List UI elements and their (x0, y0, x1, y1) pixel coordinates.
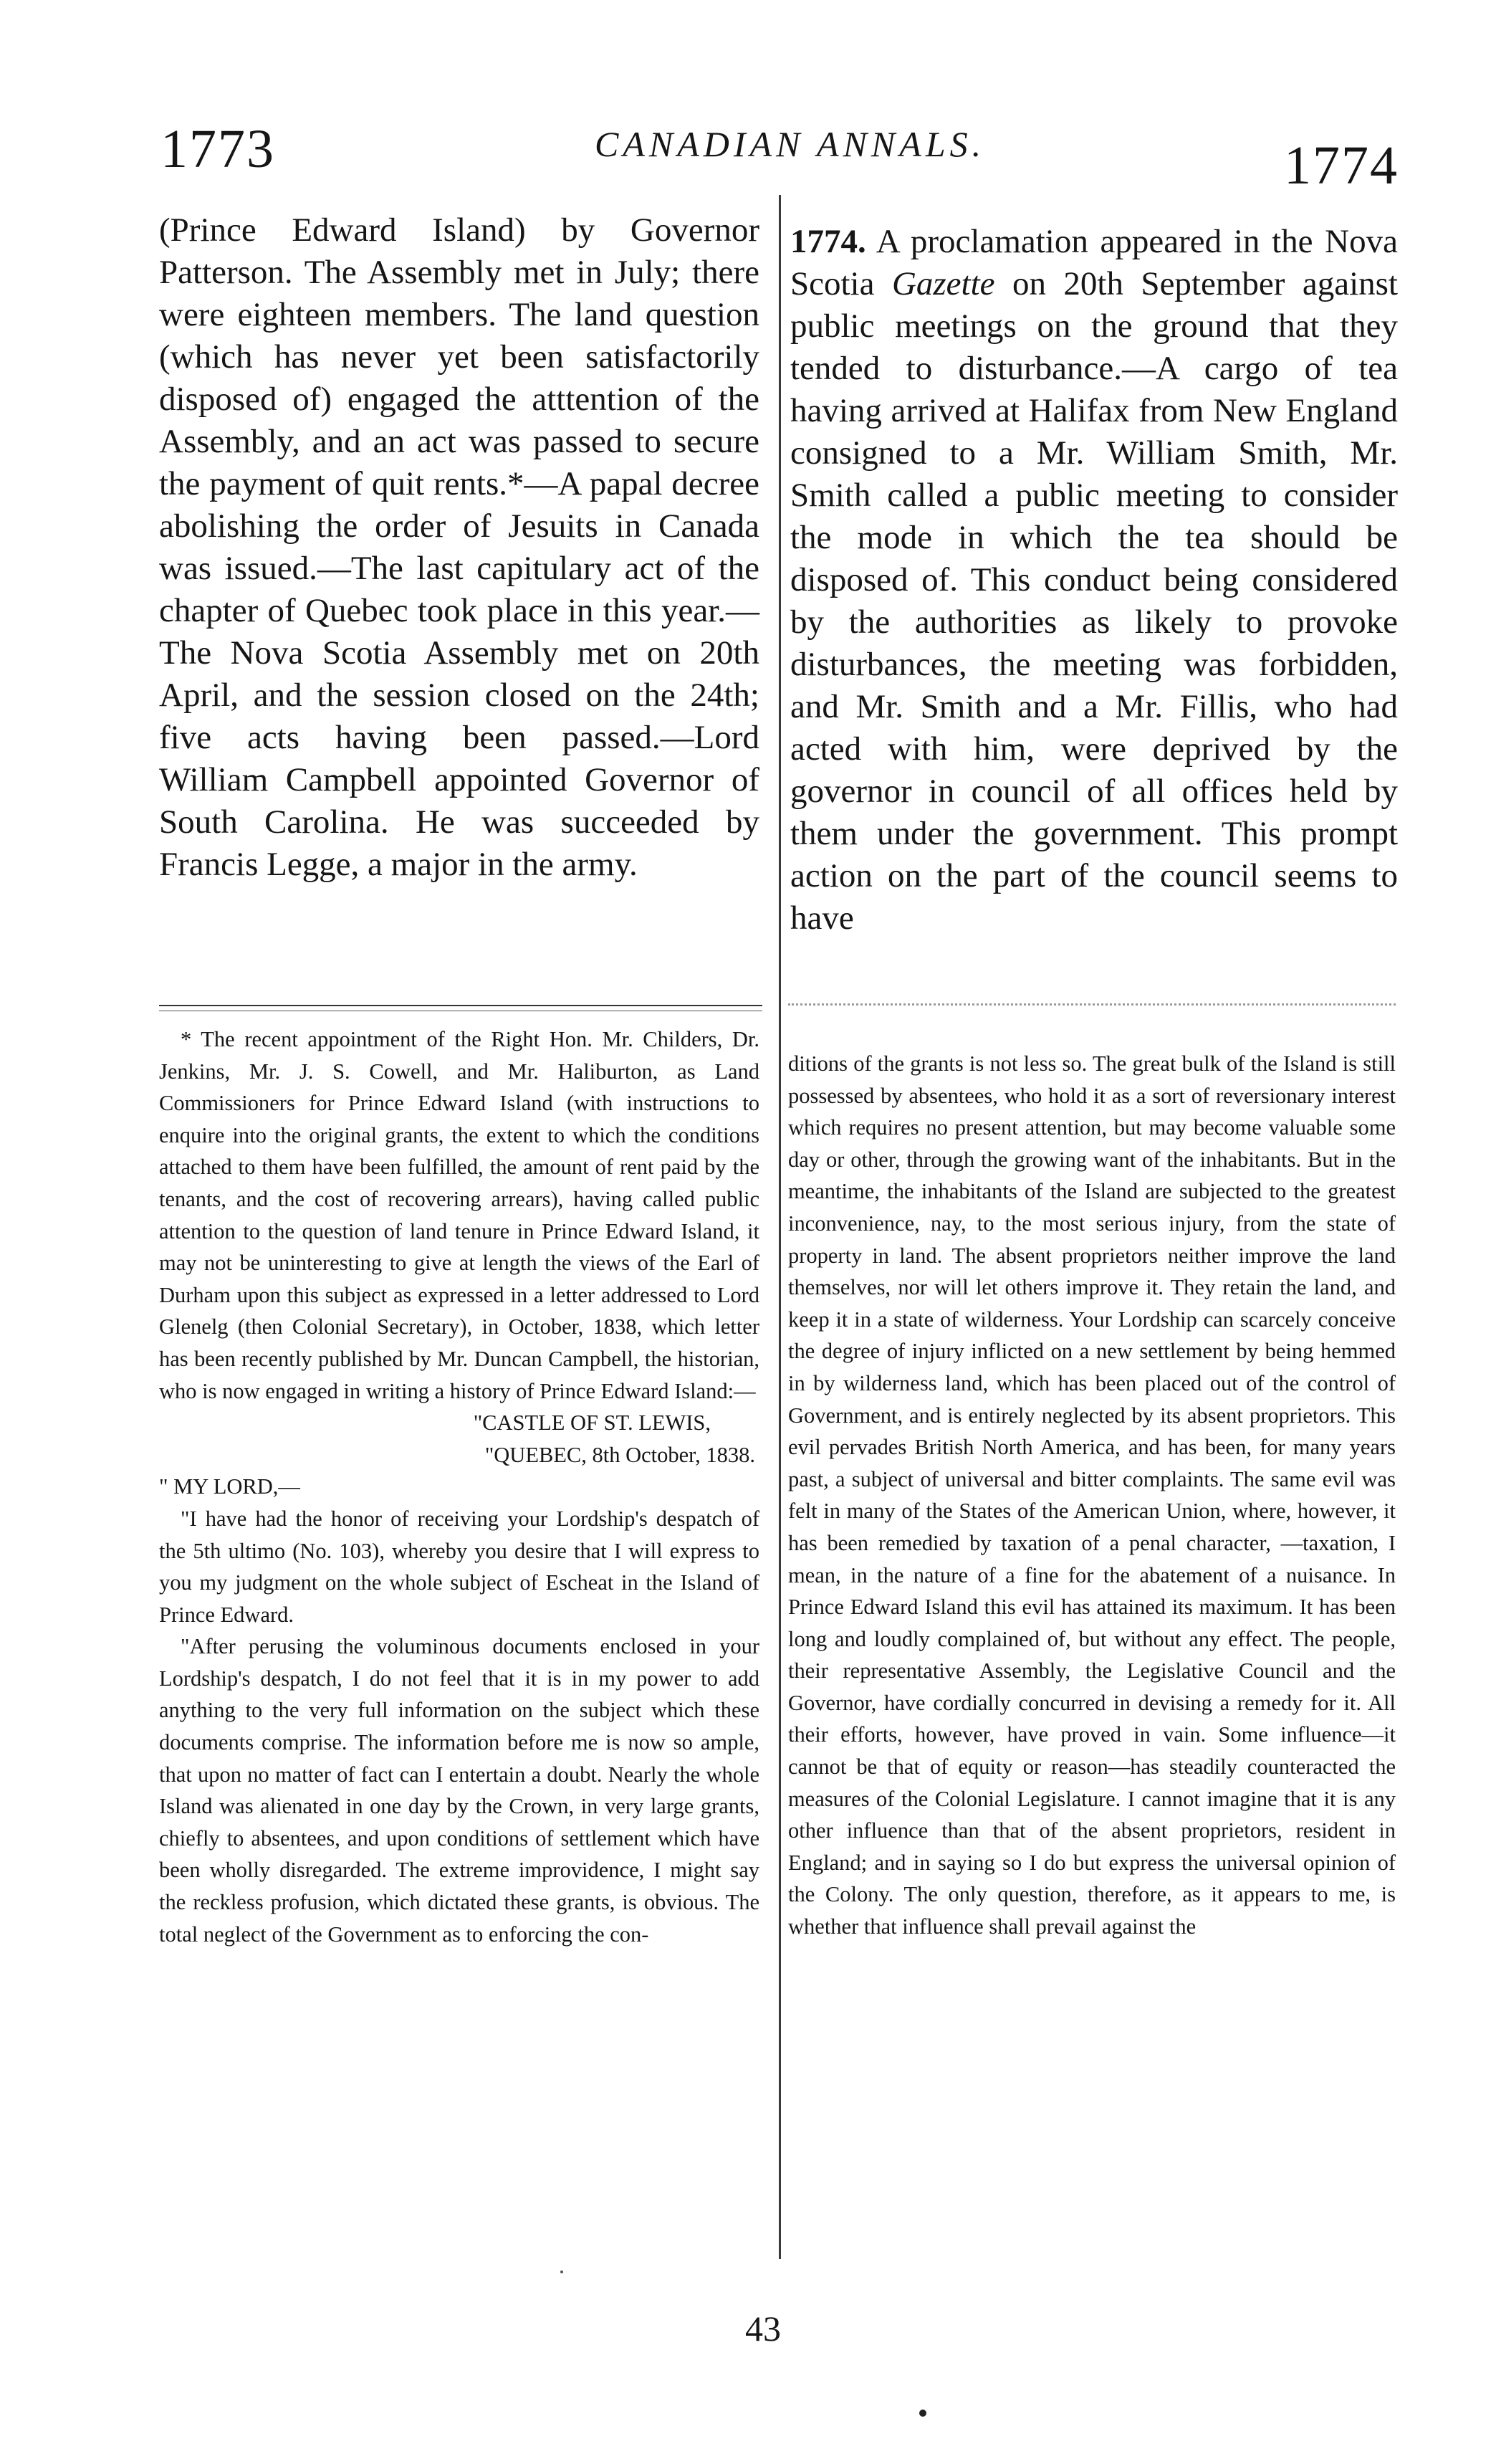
page-number: 43 (745, 2308, 781, 2349)
letter-address-line1: "CASTLE OF ST. LEWIS, (473, 1410, 711, 1436)
entry-text-part1: A proclamation appeared in the Nova Scotia (790, 223, 1398, 302)
letter-paragraph-2: "After perusing the voluminous documents enclosed in your Lordship's despatch, I do not feel that it is in my power to add anything to the very full information on the subject which these documents comprise. The information before me is now so ample, that upon no matter of fact can I entertain a doubt. Nearly the whole Island was alienated in one day by the Crown, in very large grants, chiefly to absentees, and upon conditions of settlement which have been wholly disregarded. The extreme improvidence, I might say the reckless profusion, which dictated these grants, is obvious. The total neglect of the Government as to enforcing the con- (159, 1634, 759, 1947)
footnote-intro: * The recent appointment of the Right Hon. Mr. Childers, Dr. Jenkins, Mr. J. S. Cowell, and Mr. Haliburton, as Land Commissioners for Prince Edward Island (with instructions to enquire into the original grants, the extent to which the conditions attached to them have been fulfilled, the amount of rent paid by the tenants, and the cost of recovering arrears), having called public attention to the question of land tenure in Prince Edward Island, it may not be uninteresting to give at length the views of the Earl of Durham upon this subject as expressed in a letter addressed to Lord Glenelg (then Colonial Secretary), in October, 1838, which letter has been recently published by Mr. Duncan Campbell, the historian, who is now engaged in writing a history of Prince Edward Island:— (159, 1027, 759, 1403)
footnote-separator-dotted (788, 1003, 1396, 1008)
letter-salutation: " MY LORD,— (159, 1474, 300, 1499)
column-divider (779, 195, 781, 2259)
footnote-right-column (788, 1048, 1396, 1943)
year-entry-lead: 1774. (790, 223, 866, 260)
footnote-left-column (159, 1023, 759, 1950)
print-speck (560, 2270, 563, 2273)
header-year-left: 1773 (160, 119, 275, 179)
letter-paragraph-1: "I have had the honor of receiving your Lordship's despatch of the 5th ultimo (No. 103), whereby you desire that I will express to you my judgment on the whole subject of Escheat in the Island of Prince Edward. (159, 1506, 759, 1627)
letter-continuation: ditions of the grants is not less so. The great bulk of the Island is still possessed by absentees, who hold it as a sort of reversionary interest which requires no present attention, but may become valuable some day or other, through the growing want of the inhabitants. But in the meantime, the inhabitants of the Island are subjected to the greatest inconvenience, nay, to the most serious injury, from the state of property in land. The absent proprietors neither improve the land themselves, nor will let others improve it. They retain the land, and keep it in a state of wilderness. Your Lordship can scarcely conceive the degree of injury inflicted on a new settlement by being hemmed in by wilderness land, which has been placed out of the control of Government, and is entirely neglected by its absent proprietors. This evil pervades British North America, and has been, for many years past, a subject of universal and bitter complaints. The same evil was felt in many of the States of the American Union, where, however, it has been remedied by taxation of a penal character, —taxation, I mean, in the nature of a fine for the abatement of a nuisance. In Prince Edward Island this evil has attained its maximum. It has been long and loudly complained of, but without any effect. The people, their representative Assembly, the Legislative Council and the Governor, have cordially concurred in devising a remedy for it. All their efforts, however, have proved in vain. Some influence—it cannot be that of equity or reason—has steadily counteracted the measures of the Colonial Legislature. I cannot imagine that it is any other influence than that of the absent proprietors, resident in England; and in saying so I do but express the universal opinion of the Colony. The only question, therefore, as it appears to me, is whether that influence shall prevail against the (788, 1051, 1396, 1939)
running-title: CANADIAN ANNALS. (595, 124, 986, 164)
letter-address-line2: "QUEBEC, 8th October, 1838. (484, 1442, 755, 1467)
gazette-italic: Gazette (891, 265, 995, 302)
main-text-right-column (790, 221, 1398, 940)
footnote-separator-rule (159, 1005, 762, 1006)
main-text-left-column: (Prince Edward Island) by Governor Patterson. The Assembly met in July; there were eighteen members. The land question (which has never yet been satisfactorily disposed of) engaged the atttention of the Assembly, and an act was passed to secure the payment of quit rents.*—A papal decree abolishing the order of Jesuits in Canada was issued.—The last capitulary act of the chapter of Quebec took place in this year.—The Nova Scotia Assembly met on 20th April, and the session closed on the 24th; five acts having been passed.—Lord William Campbell appointed Governor of South Carolina. He was succeeded by Francis Legge, a major in the army. (159, 211, 759, 883)
header-year-right: 1774 (1284, 135, 1399, 196)
print-dot (919, 2410, 926, 2417)
entry-text-part2: on 20th September against public meetings on the ground that they tended to disturbance.—A cargo of tea having arrived at Halifax from New England consigned to a Mr. William Smith, Mr. Smith called a public meeting to consider the mode in which the tea should be disposed of. This conduct being considered by the authorities as likely to provoke disturbances, the meeting was forbidden, and Mr. Smith and a Mr. Fillis, who had acted with him, were deprived by the governor in council of all offices held by them under the government. This prompt action on the part of the council seems to have (790, 265, 1398, 937)
